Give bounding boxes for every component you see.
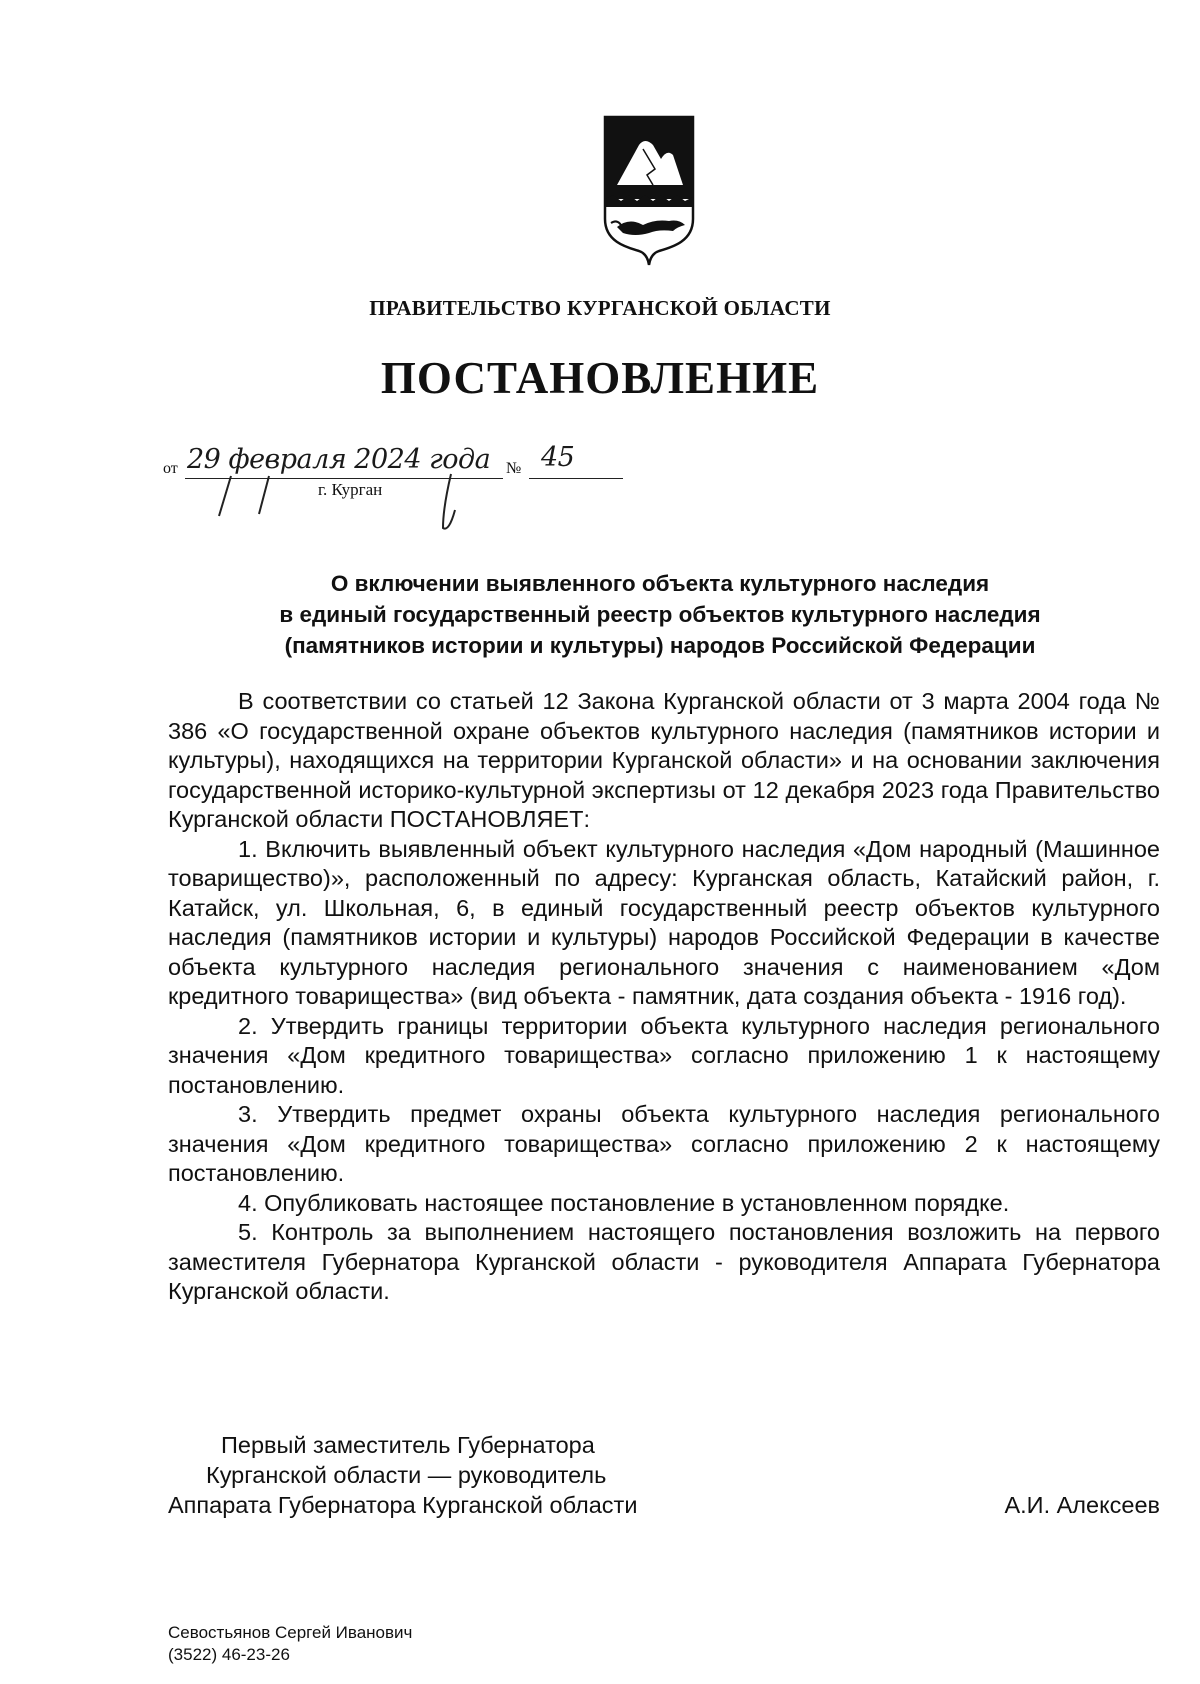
- number-label: №: [506, 460, 522, 477]
- preamble-paragraph: В соответствии со статьей 12 Закона Курганской области от 3 марта 2004 года № 386 «О государственной охране объектов культурного наследия (памятников истории и культуры), находящихся на территории Курганской области» и на основании заключения государственной историко-культурной экспертизы от 12 декабря 2023 года Правительство Курганской области ПОСТАНОВЛЯЕТ:: [168, 688, 1160, 832]
- title-line: в единый государственный реестр объектов культурного наследия: [279, 602, 1041, 627]
- decree-item-3: 3. Утвердить предмет охраны объекта культурного наследия регионального значения «Дом кредитного товарищества» согласно приложению 2 к настоящему постановлению.: [168, 1101, 1160, 1186]
- decree-body: [168, 687, 1160, 1307]
- title-line: О включении выявленного объекта культурного наследия: [330, 571, 990, 596]
- executor-name: Севостьянов Сергей Иванович: [168, 1623, 413, 1642]
- handwritten-date: 29 февраля 2024 года: [187, 444, 491, 475]
- city-label: г. Курган: [318, 480, 383, 499]
- handwritten-number: 45: [541, 442, 575, 473]
- executor-phone: (3522) 46-23-26: [168, 1645, 290, 1664]
- signatory-position: [168, 1430, 728, 1520]
- decree-title: [160, 568, 1160, 661]
- decree-item-5: 5. Контроль за выполнением настоящего постановления возложить на первого заместителя Губернатора Курганской области - руководителя Аппарата Губернатора Курганской области.: [168, 1219, 1160, 1304]
- decree-item-2: 2. Утвердить границы территории объекта культурного наследия регионального значения «Дом кредитного товарищества» согласно приложению 1 к настоящему постановлению.: [168, 1012, 1160, 1098]
- executor-info: [168, 1622, 412, 1666]
- position-line: Курганской области — руководитель: [206, 1462, 607, 1488]
- signatory-name: А.И. Алексеев: [1004, 1492, 1160, 1518]
- handwritten-strokes: [163, 448, 663, 538]
- date-number-line: [163, 442, 663, 538]
- kurgan-oblast-coat-of-arms-icon: [603, 115, 695, 267]
- date-from-label: от: [163, 460, 178, 477]
- position-line: Первый заместитель Губернатора: [221, 1432, 595, 1458]
- decree-item-1: 1. Включить выявленный объект культурного наследия «Дом народный (Машинное товарищество)», расположенный по адресу: Курганская область, Катайский район, г. Катайск, ул. Школьная, 6, в единый государственный реестр объектов культурного наследия (памятников истории и культуры) народов Российской Федерации в качестве объекта культурного наследия регионального значения с наименованием «Дом кредитного товарищества» (вид объекта - памятник, дата создания объекта - 1916 год).: [168, 835, 1160, 1009]
- document-type: ПОСТАНОВЛЕНИЕ: [380, 353, 820, 403]
- organization-name: ПРАВИТЕЛЬСТВО КУРГАНСКОЙ ОБЛАСТИ: [369, 296, 831, 320]
- title-line: (памятников истории и культуры) народов Российской Федерации: [284, 633, 1036, 658]
- decree-item-4: 4. Опубликовать настоящее постановление в установленном порядке.: [238, 1189, 1010, 1216]
- position-line: Аппарата Губернатора Курганской области: [168, 1492, 638, 1518]
